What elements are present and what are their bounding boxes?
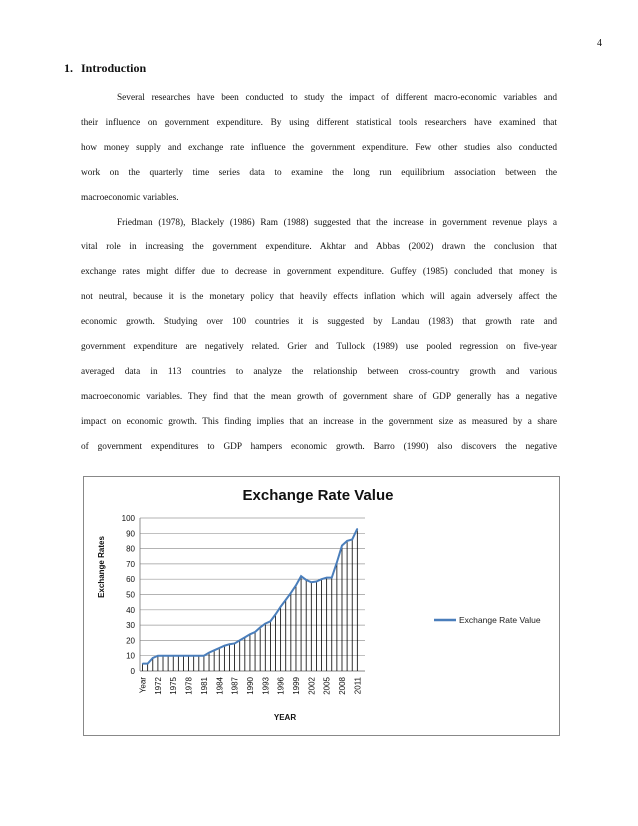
data-point [152,657,153,658]
data-point [326,577,327,578]
data-point [239,640,240,641]
text-line: not neutral, because it is the monetary policy that heavily effects inflation which will again adversely affect the [81,292,557,303]
data-point [234,643,235,644]
paragraph-1 [81,86,557,211]
y-tick-label: 100 [121,514,135,523]
x-tick-label: 2008 [337,677,347,695]
data-point [244,637,245,638]
text-line: work on the quarterly time series data to examine the long run equilibrium association between the [81,167,557,178]
body-text [81,86,557,460]
y-tick-label: 60 [126,575,135,585]
legend-label: Exchange Rate Value [459,615,541,625]
data-point [208,652,209,653]
chart-gridlines [140,518,365,671]
text-line: government expenditure are negatively related. Grier and Tullock (1989) use pooled regression on five-year [81,342,557,353]
x-tick-label: 1993 [261,677,271,695]
text-line: Several researches have been conducted to study the impact of different macro-economic variables and [117,93,557,103]
y-tick-label: 80 [126,544,135,554]
text-line: Friedman (1978), Blackely (1986) Ram (1988) suggested that the increase in government revenue plays a [117,217,557,228]
section-heading [64,61,154,76]
y-tick-label: 20 [126,636,135,646]
data-point [249,634,250,635]
x-tick-label: 1975 [169,677,179,695]
data-point [193,655,194,656]
data-point [173,655,174,656]
x-tick-label: 1978 [184,677,194,695]
text-line: averaged data in 113 countries to analyze the relationship between cross-country growth and various [81,366,557,377]
y-axis-label: Exchange Rates [97,536,106,598]
chart-canvas [84,477,559,735]
y-tick-label: 10 [126,651,135,661]
data-point [285,599,286,600]
text-line: macroeconomic variables. [81,192,179,203]
chart-legend [434,615,541,625]
y-tick-label: 70 [126,559,135,569]
data-point [229,644,230,645]
exchange-rate-chart [83,476,560,736]
chart-y-ticks [122,514,136,676]
text-line: economic growth. Studying over 100 countries it is suggested by Landau (1983) that growth rate and [81,317,557,328]
data-point [224,645,225,646]
page-number: 4 [597,38,602,49]
y-tick-label: 50 [126,590,135,600]
data-point [357,528,358,529]
text-line: exchange rates might differ due to decrease in government expenditure. Guffey (1985) concluded that money is [81,267,557,278]
text-line: macroeconomic variables. They find that the mean growth of government share of GDP generally has a negative [81,391,557,402]
text-line: vital role in increasing the government expenditure. Akhtar and Abbas (2002) drawn the conclusion that [81,242,557,253]
data-point [168,655,169,656]
x-tick-label: 1987 [230,677,240,695]
y-tick-label: 40 [126,605,135,615]
y-tick-label: 30 [126,621,135,631]
data-point [347,540,348,541]
x-tick-label: 1996 [276,677,286,695]
x-tick-label: 2005 [322,677,332,695]
x-tick-label: 2011 [353,677,363,695]
section-number: 1. [64,61,73,75]
data-point [280,606,281,607]
text-line: their influence on government expenditure. By using different statistical tools researchers have examined that [81,117,557,128]
x-tick-label: 1990 [245,677,255,695]
data-point [275,614,276,615]
data-point [157,655,158,656]
data-point [265,623,266,624]
section-title: Introduction [81,61,147,75]
data-point [331,577,332,578]
data-point [254,631,255,632]
text-line: impact on economic growth. This finding implies that an increase in the government size as measured by a share [81,416,557,427]
data-point [147,663,148,664]
data-point [178,655,179,656]
data-point [260,627,261,628]
data-point [162,655,163,656]
data-point [142,663,143,664]
data-point [321,579,322,580]
data-point [341,545,342,546]
data-point [300,576,301,577]
data-point [311,582,312,583]
data-point [290,592,291,593]
x-tick-label: 2002 [307,677,317,695]
text-line: of government expenditures to GDP hampers economic growth. Barro (1990) also discovers the negative [81,441,557,452]
x-tick-label: 1981 [199,677,209,695]
data-point [214,650,215,651]
data-point [270,621,271,622]
data-point [188,655,189,656]
data-point [219,647,220,648]
data-point [336,562,337,563]
data-point [306,579,307,580]
chart-x-ticks [139,676,363,694]
data-point [183,655,184,656]
paragraph-2 [81,211,557,460]
y-tick-label: 90 [126,529,135,539]
chart-title: Exchange Rate Value [242,487,394,504]
data-point [316,581,317,582]
x-tick-label: Year [138,677,148,694]
data-point [203,655,204,656]
x-tick-label: 1999 [291,677,301,695]
y-tick-label: 0 [130,667,135,676]
data-point [352,539,353,540]
chart-drop-lines [143,529,358,671]
data-point [198,655,199,656]
x-tick-label: 1984 [215,677,225,695]
text-line: how money supply and exchange rate influence the government expenditure. Few other studies also conducted [81,142,557,153]
x-tick-label: 1972 [153,677,163,695]
x-axis-label: YEAR [273,713,297,722]
data-point [295,585,296,586]
